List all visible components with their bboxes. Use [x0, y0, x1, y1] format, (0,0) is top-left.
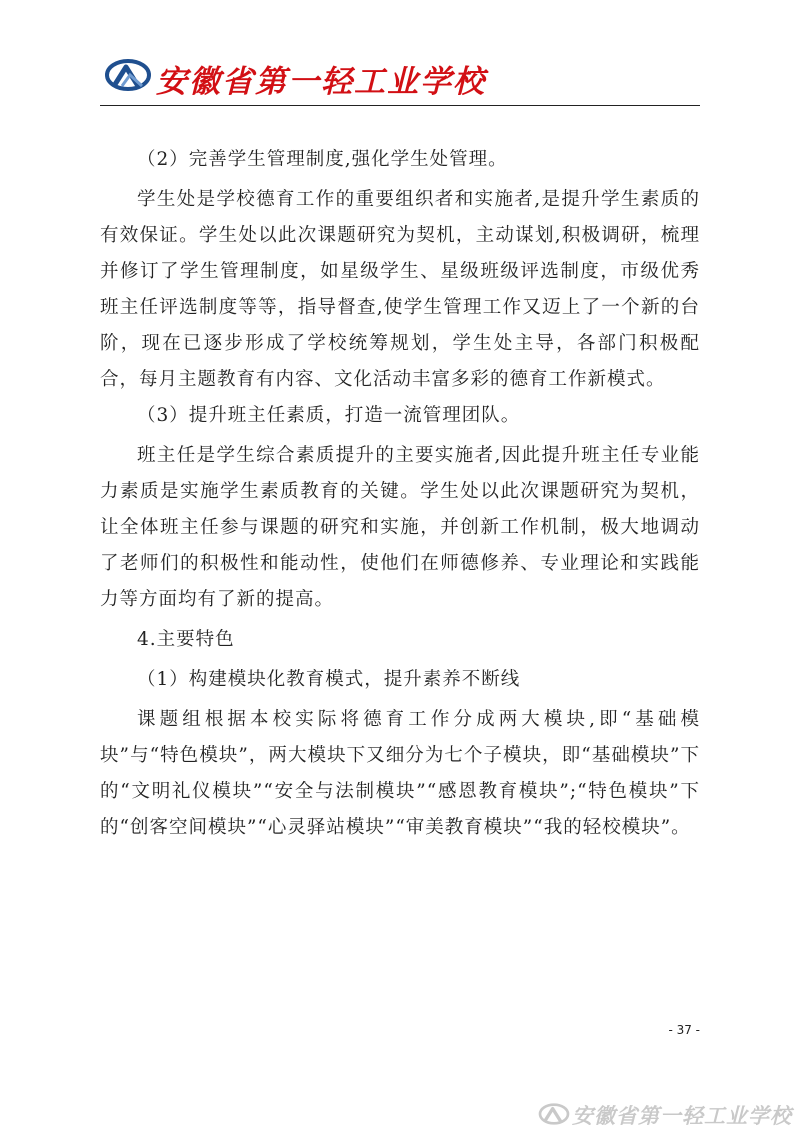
school-logo-icon	[104, 58, 152, 92]
header-divider	[100, 105, 700, 106]
school-name-title: 安徽省第一轻工业学校	[156, 64, 486, 100]
paragraph-head-teachers: 班主任是学生综合素质提升的主要实施者,因此提升班主任专业能力素质是实施学生素质教育的关键。学生处以此次课题研究为契机，让全体班主任参与课题的研究和实施，并创新工作机制，极大地调动了老师们的积极性和能动性，使他们在师德修养、专业理论和实践能力等方面均有了新的提高。	[100, 445, 700, 610]
page-header	[100, 52, 700, 102]
section-heading-main-features: 4.主要特色	[137, 629, 235, 650]
paragraph-student-affairs: 学生处是学校德育工作的重要组织者和实施者,是提升学生素质的有效保证。学生处以此次课题研究为契机，主动谋划,积极调研，梳理并修订了学生管理制度，如星级学生、星级班级评选制度，市级优秀班主任评选制度等等，指导督查,使学生管理工作又迈上了一个新的台阶，现在已逐步形成了学校统筹规划，学生处主导，各部门积极配合，每月主题教育有内容、文化活动丰富多彩的德育工作新模式。	[100, 189, 700, 390]
section-heading-3: （3）提升班主任素质，打造一流管理团队。	[137, 405, 521, 426]
paragraph-modules: 课题组根据本校实际将德育工作分成两大模块,即“基础模块”与“特色模块”，两大模块下又细分为七个子模块，即“基础模块”下的“文明礼仪模块”“安全与法制模块”“感恩教育模块”;“特色模块”下的“创客空间模块”“心灵驿站模块”“审美教育模块”“我的轻校模块”。	[100, 709, 700, 838]
section-heading-2: （2）完善学生管理制度,强化学生处管理。	[137, 149, 508, 170]
page-footer	[538, 1100, 792, 1130]
section-heading-modular-model: （1）构建模块化教育模式，提升素养不断线	[137, 669, 521, 690]
footer-school-name: 安徽省第一轻工业学校	[572, 1104, 792, 1128]
page-number: - 37 -	[668, 1023, 700, 1037]
school-logo-icon	[538, 1102, 570, 1126]
document-body	[100, 142, 700, 846]
